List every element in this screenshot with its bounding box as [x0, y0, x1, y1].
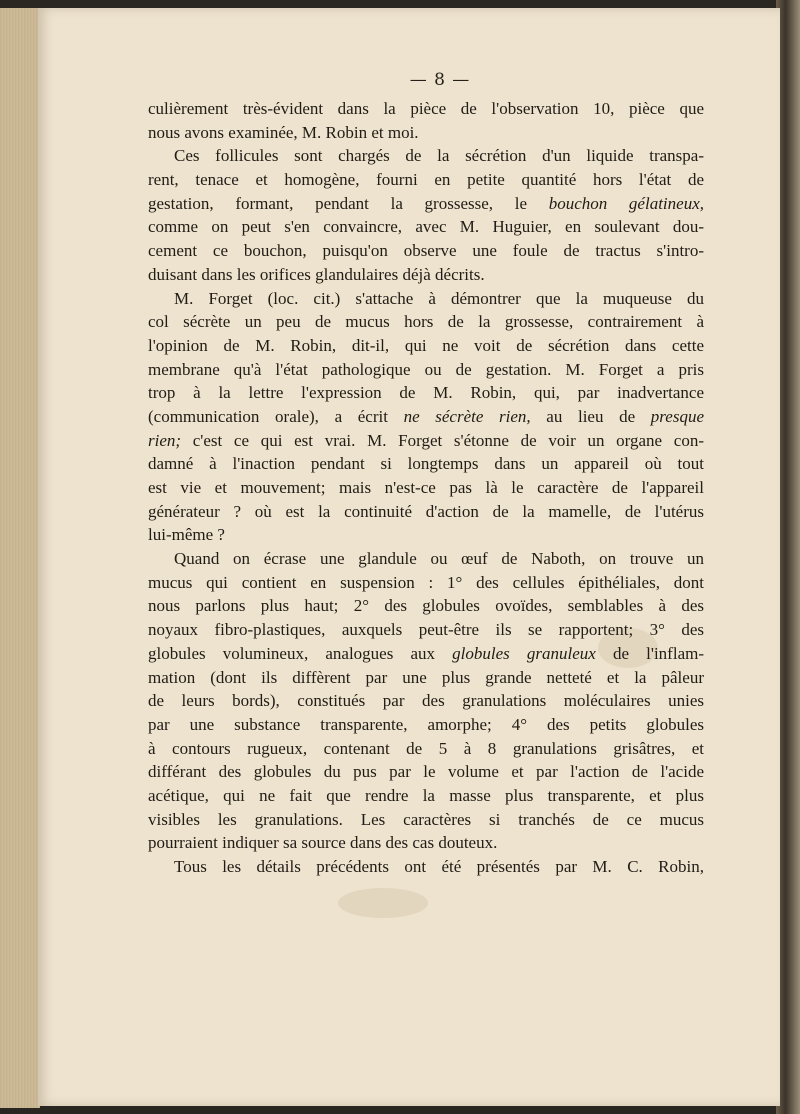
body-text	[148, 97, 704, 879]
italic-text: bouchon gélatineux,	[548, 193, 704, 213]
line-text: nous parlons plus haut; 2° des globules ovoïdes, semblables à des	[148, 596, 704, 616]
line-text: lui-même ?	[148, 525, 225, 545]
text-line	[148, 500, 704, 524]
text-line	[148, 666, 704, 690]
line-text: comme on peut s'en convaincre, avec M. Huguier, en soulevant dou-	[148, 217, 704, 237]
line-text: à contours rugueux, contenant de 5 à 8 granulations grisâtres, et	[148, 738, 704, 758]
line-text: M. Forget (loc. cit.) s'attache à démontrer que la muqueuse du	[174, 288, 704, 308]
line-text: Quand on écrase une glandule ou œuf de Naboth, on trouve un	[174, 549, 704, 569]
line-text: culièrement très-évident dans la pièce de l'observation 10, pièce que	[148, 99, 704, 118]
paper-stain	[338, 888, 428, 918]
text-line	[148, 144, 704, 168]
text-line	[148, 737, 704, 761]
line-text: cement ce bouchon, puisqu'on observe une foule de tractus s'intro-	[148, 241, 704, 261]
line-text: mation (dont ils diffèrent par une plus grande netteté et la pâleur	[148, 667, 704, 687]
line-text: l'opinion de M. Robin, dit-il, qui ne voit de sécrétion dans cette	[148, 335, 704, 355]
italic-text: rien;	[148, 430, 182, 450]
text-line	[148, 642, 704, 666]
text-line	[148, 760, 704, 784]
line-text: de l'inflam-	[595, 643, 704, 663]
line-text: pourraient indiquer sa source dans des cas douteux.	[148, 833, 498, 853]
line-text: au lieu de	[530, 406, 651, 426]
text-line	[148, 381, 704, 405]
text-line	[148, 239, 704, 263]
line-text: visibles les granulations. Les caractères si tranchés de ce mucus	[148, 809, 704, 829]
text-line	[148, 452, 704, 476]
text-line	[148, 594, 704, 618]
page-number: — 8 —	[409, 70, 471, 90]
line-text: est vie et mouvement; mais n'est-ce pas là le caractère de l'appareil	[148, 478, 704, 497]
line-text: par une substance transparente, amorphe; 4° des petits globules	[148, 714, 704, 734]
text-line	[148, 263, 704, 287]
text-line	[148, 287, 704, 311]
line-text: col sécrète un peu de mucus hors de la grossesse, contrairement à	[148, 312, 704, 332]
text-line	[148, 571, 704, 595]
line-text: membrane qu'à l'état pathologique ou de gestation. M. Forget a pris	[148, 359, 704, 379]
line-text: différant des globules du pus par le volume et par l'action de l'acide	[148, 762, 704, 782]
line-text: Ces follicules sont chargés de la sécrétion d'un liquide transpa-	[174, 146, 704, 166]
italic-text: ne sécrète rien,	[403, 406, 531, 426]
line-text: globules volumineux, analogues aux	[148, 643, 453, 663]
text-line	[148, 618, 704, 642]
line-text: (communication orale), a écrit	[148, 406, 404, 426]
text-line	[148, 713, 704, 737]
line-text: gestation, formant, pendant la grossesse, le	[148, 193, 549, 213]
text-line	[148, 429, 704, 453]
text-line	[148, 831, 704, 855]
line-text: rent, tenace et homogène, fourni en petite quantité hors l'état de	[148, 170, 704, 190]
text-line	[148, 121, 704, 145]
text-line	[148, 523, 704, 547]
text-line	[148, 784, 704, 808]
line-text: mucus qui contient en suspension : 1° des cellules épithéliales, dont	[148, 572, 704, 592]
text-line	[148, 476, 704, 500]
line-text: de leurs bords), constitués par des granulations moléculaires unies	[148, 691, 704, 711]
text-line	[148, 358, 704, 382]
text-line	[148, 215, 704, 239]
text-line	[148, 808, 704, 832]
line-text: trop à la lettre l'expression de M. Robin, qui, par inadvertance	[148, 383, 704, 403]
line-text: nous avons examinée, M. Robin et moi.	[148, 122, 419, 142]
line-text: noyaux fibro-plastiques, auxquels peut-être ils se rapportent; 3° des	[148, 620, 704, 640]
text-line	[148, 334, 704, 358]
text-line	[148, 855, 704, 879]
line-text: c'est ce qui est vrai. M. Forget s'étonne de voir un organe con-	[181, 430, 704, 450]
book-page-edges	[0, 8, 40, 1108]
line-text: acétique, qui ne fait que rendre la masse plus transparente, et plus	[148, 785, 704, 805]
line-text: Tous les détails précédents ont été présentés par M. C. Robin,	[174, 857, 704, 876]
text-line	[148, 405, 704, 429]
text-line	[148, 192, 704, 216]
text-line	[148, 97, 704, 121]
line-text: générateur ? où est la continuité d'action de la mamelle, de l'utérus	[148, 501, 704, 521]
text-line	[148, 547, 704, 571]
line-text: duisant dans les orifices glandulaires déjà décrits.	[148, 264, 485, 284]
italic-text: presque	[650, 406, 704, 426]
text-line	[148, 689, 704, 713]
line-text: damné à l'inaction pendant si longtemps dans un appareil où tout	[148, 454, 704, 474]
italic-text: globules granuleux	[452, 643, 596, 663]
text-line	[148, 310, 704, 334]
text-line	[148, 168, 704, 192]
